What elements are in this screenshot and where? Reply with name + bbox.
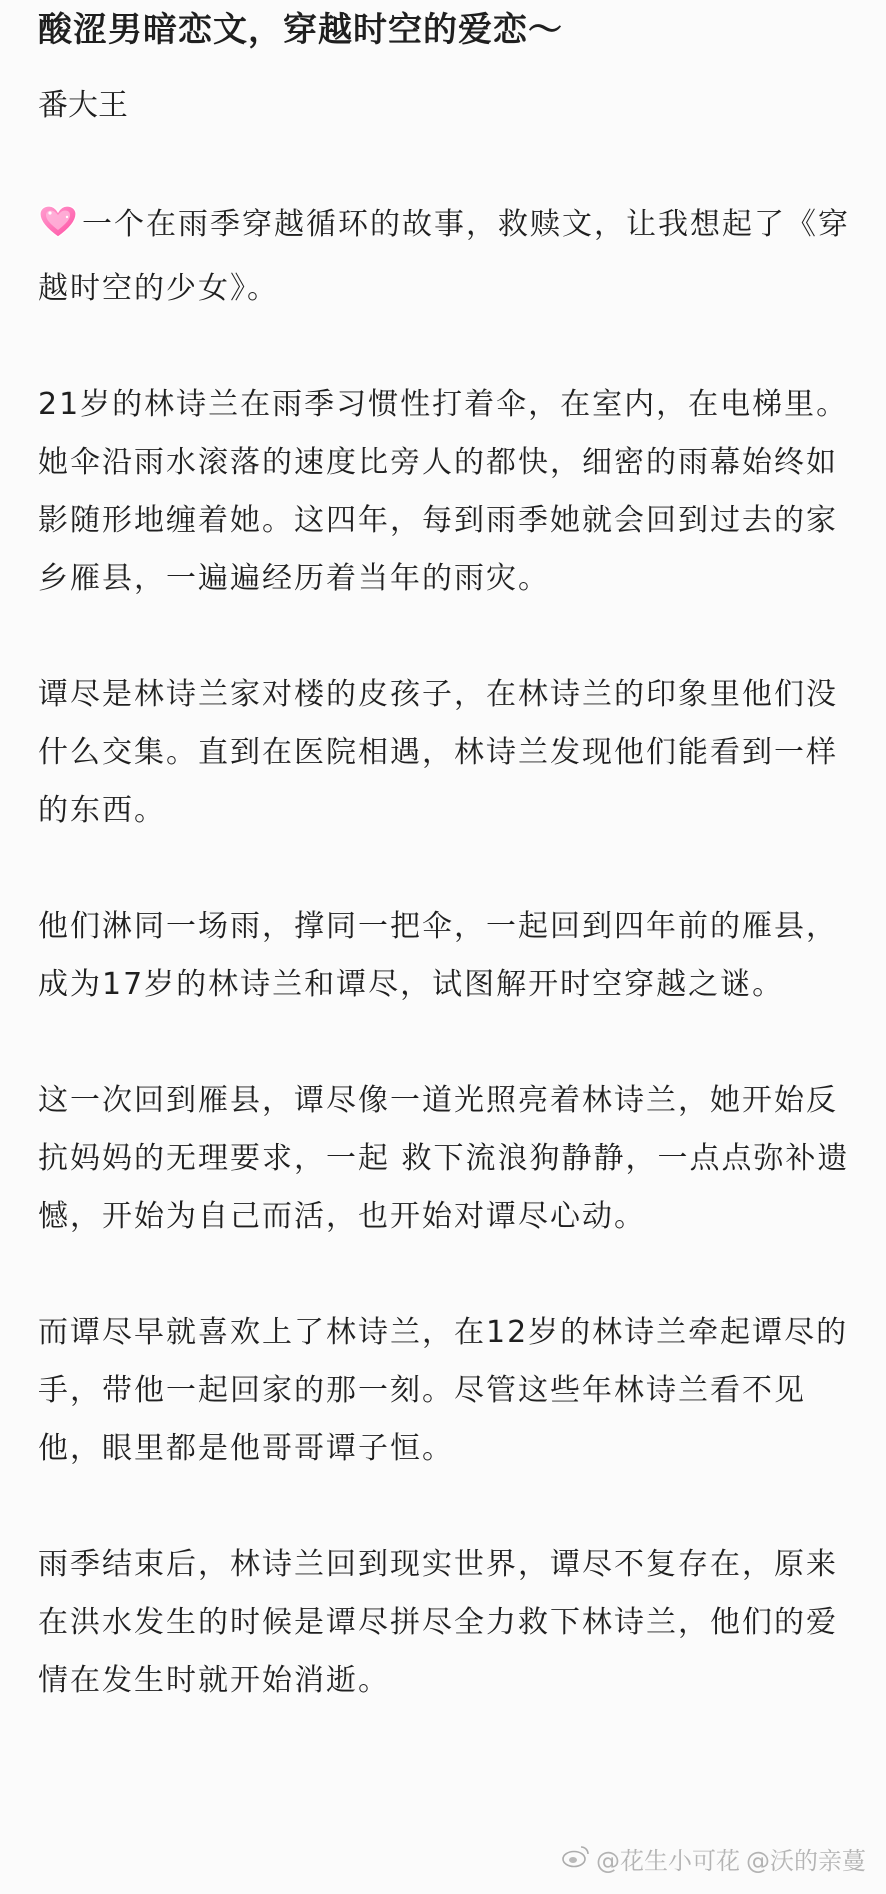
paragraph-4: 他们淋同一场雨，撑同一把伞，一起回到四年前的雁县，成为17岁的林诗兰和谭尽，试图解开时空穿越之谜。 xyxy=(38,909,838,1002)
watermark-handle-2: @沃的亲蔓 xyxy=(746,1847,866,1875)
paragraph-3: 谭尽是林诗兰家对楼的皮孩子，在林诗兰的印象里他们没什么交集。直到在医院相遇，林诗兰发现他们能看到一样的东西。 xyxy=(38,677,838,828)
paragraph-7: 雨季结束后，林诗兰回到现实世界，谭尽不复存在，原来在洪水发生的时候是谭尽拼尽全力救下林诗兰，他们的爱情在发生时就开始消逝。 xyxy=(38,1547,838,1698)
paragraph-1: 一个在雨季穿越循环的故事，救赎文，让我想起了《穿越时空的少女》。 xyxy=(38,196,852,318)
weibo-icon xyxy=(562,1844,590,1874)
weibo-watermark xyxy=(562,1841,866,1876)
paragraph-6: 而谭尽早就喜欢上了林诗兰，在12岁的林诗兰牵起谭尽的手，带他一起回家的那一刻。尽管这些年林诗兰看不见他，眼里都是他哥哥谭子恒。 xyxy=(38,1315,849,1466)
paragraph-5: 这一次回到雁县，谭尽像一道光照亮着林诗兰，她开始反抗妈妈的无理要求，一起 救下流浪狗静静，一点点弥补遗憾，开始为自己而活，也开始对谭尽心动。 xyxy=(38,1083,850,1234)
watermark-handle-1: @花生小可花 xyxy=(596,1847,740,1875)
author-name: 番大王 xyxy=(38,88,128,123)
post-title: 酸涩男暗恋文，穿越时空的爱恋～ xyxy=(38,10,563,50)
paragraph-2: 21岁的林诗兰在雨季习惯性打着伞，在室内，在电梯里。她伞沿雨水滚落的速度比旁人的都快，细密的雨幕始终如影随形地缠着她。这四年，每到雨季她就会回到过去的家乡雁县，一遍遍经历着当年的雨灾。 xyxy=(38,387,849,596)
sparkling-heart-icon xyxy=(38,202,78,260)
